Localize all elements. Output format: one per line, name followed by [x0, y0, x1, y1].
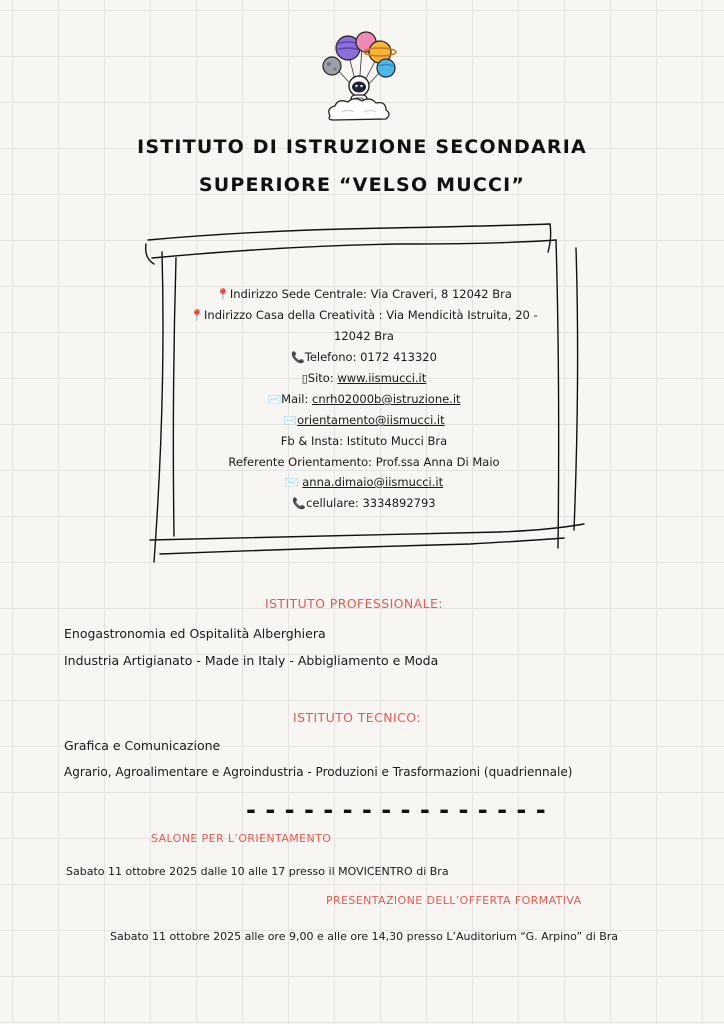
referente-mail-line	[176, 472, 552, 493]
separator: - - - - - - - - - - - - - - - -	[246, 796, 547, 824]
referente-line: Referente Orientamento: Prof.ssa Anna Di Maio	[228, 454, 500, 469]
sito-label: Sito:	[307, 370, 338, 385]
professionale-heading: ISTITUTO PROFESSIONALE:	[265, 596, 443, 611]
referente-mail-link[interactable]: anna.dimaio@iismucci.it	[302, 474, 444, 489]
pin-icon: 📍	[190, 309, 205, 323]
mail-line	[176, 389, 552, 410]
mail2-line	[176, 410, 552, 431]
cellulare-text: cellulare: 3334892793	[306, 496, 436, 511]
envelope-icon: ✉️	[267, 393, 282, 407]
astronaut-balloons-logo	[318, 26, 400, 124]
phone-icon: 📞	[292, 497, 307, 511]
contact-block	[176, 284, 552, 514]
mail-label: Mail:	[281, 392, 313, 407]
social-line: Fb & Insta: Istituto Mucci Bra	[280, 434, 448, 449]
sito-link[interactable]: www.iismucci.it	[337, 370, 427, 385]
tecnico-item: Agrario, Agroalimentare e Agroindustria - Produzioni e Trasformazioni (quadriennale)	[64, 765, 573, 779]
envelope-icon: ✉️	[284, 475, 299, 489]
telefono-line	[176, 347, 552, 368]
salone-heading: SALONE PER L’ORIENTAMENTO	[151, 832, 332, 845]
presentazione-heading: PRESENTAZIONE DELL’OFFERTA FORMATIVA	[326, 894, 582, 907]
tecnico-item: Grafica e Comunicazione	[64, 738, 221, 753]
orientamento-mail-link[interactable]: orientamento@iismucci.it	[297, 413, 445, 428]
envelope-icon: ✉️	[283, 414, 298, 428]
sede-label: Indirizzo Sede Centrale:	[229, 287, 371, 301]
casa-line	[176, 305, 552, 346]
mail-link[interactable]: cnrh02000b@istruzione.it	[312, 392, 461, 407]
cellulare-line	[176, 493, 552, 514]
casa-label: Indirizzo Casa della Creatività :	[204, 308, 387, 323]
page-title-line-2: SUPERIORE “VELSO MUCCI”	[198, 174, 526, 196]
sede-address: Via Craveri, 8 12042 Bra	[370, 287, 512, 301]
pin-icon: 📍	[216, 288, 230, 301]
phone-icon: 📞	[291, 350, 305, 364]
link-icon: ▯	[301, 371, 308, 385]
professionale-item: Industria Artigianato - Made in Italy - Abbigliamento e Moda	[64, 653, 439, 668]
presentazione-text: Sabato 11 ottobre 2025 alle ore 9,00 e alle ore 14,30 presso L’Auditorium “G. Arpino” di Bra	[110, 930, 619, 943]
salone-text: Sabato 11 ottobre 2025 dalle 10 alle 17 presso il MOVICENTRO di Bra	[66, 865, 449, 878]
sito-line	[176, 368, 552, 389]
casa-address: Via Mendicità Istruita, 20 - 12042 Bra	[334, 308, 538, 344]
page-title-line-1: ISTITUTO DI ISTRUZIONE SECONDARIA	[137, 136, 587, 158]
tecnico-heading: ISTITUTO TECNICO:	[293, 710, 421, 725]
sede-line	[176, 284, 552, 305]
telefono-text: Telefono: 0172 413320	[304, 349, 437, 364]
professionale-item: Enogastronomia ed Ospitalità Alberghiera	[64, 626, 326, 641]
